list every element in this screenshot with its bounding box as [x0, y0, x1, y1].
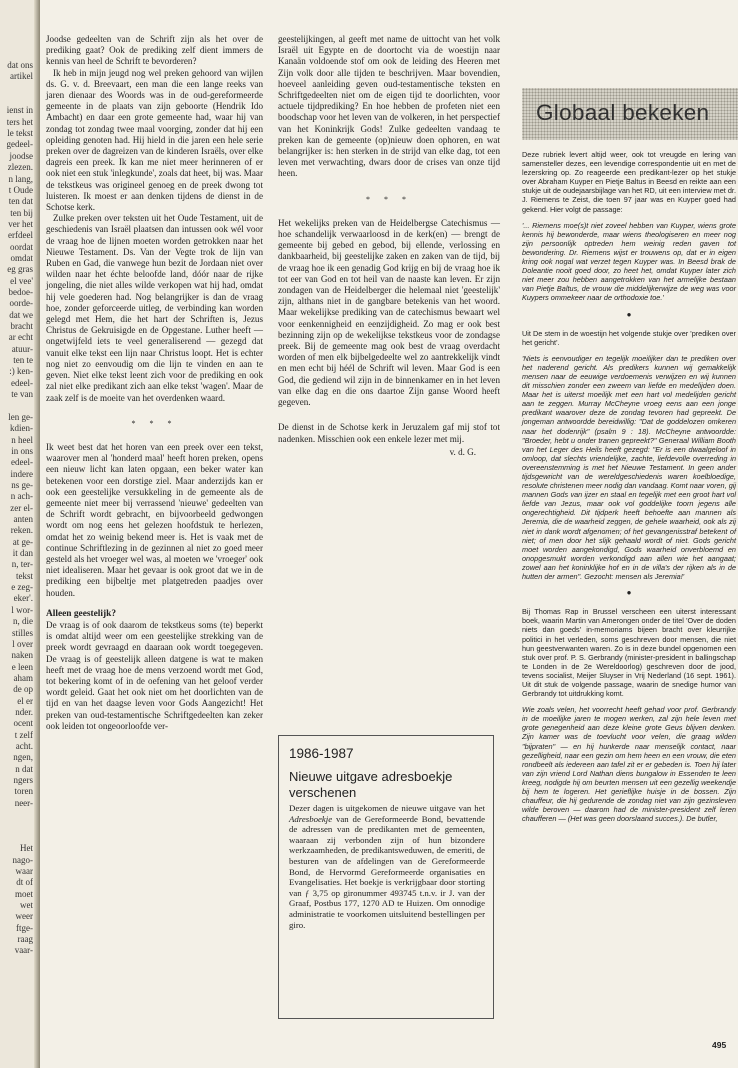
adjacent-text-fragment: anten [13, 514, 33, 524]
adjacent-text-fragment: e zeg- [11, 582, 33, 593]
adjacent-text-fragment: le tekst [7, 128, 33, 139]
adjacent-text-fragment: n lang, [8, 173, 33, 184]
adjacent-text-fragment: ngen, [13, 752, 33, 763]
author-signature: v. d. G. [449, 446, 476, 457]
adjacent-text-fragment: ocent [13, 718, 33, 729]
page-number: 495 [712, 1040, 727, 1050]
notice-title: Nieuwe uitgave adresboekje verschenen [289, 769, 453, 800]
section-separator: * * * [366, 194, 412, 204]
rubric-header [522, 88, 738, 140]
adjacent-text-fragment: l over [12, 638, 33, 649]
paragraph: Ik weet best dat het horen van een preek over een tekst, waarover men al 'honderd maal' heeft horen preken, opens een nieuw licht kan laten opgaan, een beker water kan betekenen voor een dorstige ziel. Maar anderzijds kan er ook een geestelijke versukkeling in de gemeente als de gemeente niet meer bij verrassend 'nieuwe' gedeelten van de Schrift wordt gebracht, en bijvoorbeeld gedwongen wordt om nog eens het gelezen hoofdstuk te herlezen, omdat het zo weinig bekend meer is. Het is vaak met de continue Schriftlezing in de gezinnen al niet zo goed meer gesteld als het vroeger wel was, al moeten we 'vroeger' ook niet idealiseren. Maar het gevaar is ook groot dat we in de prediking een bijbeltje met platgetreden paadjes over houden. [46, 441, 263, 598]
adjacent-text-fragment: ngers [13, 775, 33, 786]
adjacent-text-fragment: t zelf [14, 729, 33, 740]
adjacent-text-fragment: kdien- [10, 423, 33, 434]
adjacent-text-fragment: moet [15, 888, 33, 899]
adjacent-text-fragment: dt of [16, 877, 33, 888]
paragraph: De dienst in de Schotse kerk in Jeruzalem gaf mij stof tot nadenken. Misschien ook een enkele lezer met mij. [278, 422, 500, 444]
adjacent-text-fragment: nago- [12, 854, 33, 865]
paragraph: geestelijkingen, al geeft met name de uittocht van het volk Israël uit Egypte en de doortocht via de woestijn naar Kanaän voldoende stof om ook de leiding des Heeren met Zijn volk door alle tijden te beschrijven. Maar bovendien, hoeveel aanleiding geven oud-testamentische teksten en Schriftgedeelten niet om de eigen tijd te doorlichten, voor actuele tijdprediking? En hoe hebben de profeten niet een boodschap voor het leven van de volkeren, in het perspectief van het Koninkrijk Gods! Zulke gedeelten vandaag te preken kan de gemeente (op)nieuw doen ophoren, en wat belangrijker is: hen sterken in de strijd van elke dag, tot een leven met verwachting, dwars door de crises van onze tijd heen. [278, 34, 500, 179]
column-1 [46, 34, 263, 732]
adjacent-text-fragment: vaar- [14, 945, 33, 956]
adjacent-text-fragment: in ons [11, 445, 33, 456]
column-2 [278, 34, 500, 458]
adjacent-text-fragment: oorde- [9, 298, 33, 309]
adjacent-text-fragment: :) ken- [9, 366, 33, 377]
adjacent-text-fragment: stilles [11, 627, 33, 638]
adjacent-text-fragment: raag [17, 933, 33, 944]
bullet-separator: ● [626, 309, 632, 319]
adjacent-text-fragment: it dan [12, 548, 33, 559]
adjacent-text-fragment: neer- [14, 797, 33, 808]
adjacent-text-fragment: ftge- [16, 922, 33, 933]
adjacent-text-fragment: ten te [13, 355, 33, 366]
paragraph: De vraag is of ook daarom de tekstkeus soms (te) beperkt is omdat altijd weer om een geestelijke strekking van de preek wordt gevraagd en daaraan ook wordt toegegeven. De vraag is of geestelijk alleen datgene is wat te maken heeft met de vraag hoe de mens verzoend wordt met God, tot bekering komt of in de oefening van het geloof verder wordt geleid. Gaat het ook niet om het doorlichten van de tijd en van het daagse leven voor Gods Aangezicht! Het preken van oud-testamentische Schriftgedeelten kan zeker ook leiden tot ongeoorloofde ver- [46, 619, 263, 731]
adjacent-text-fragment: toren [14, 786, 33, 797]
adjacent-text-fragment: nder. [15, 706, 33, 717]
paragraph: Deze rubriek levert altijd weer, ook tot vreugde en lering van samensteller dezes, een levendige correspondentie uit en met de lezerskring op. Zo reageerde een predikant-lezer op het stukje over Abraham Kuyper en Pietje Baltus in Beesd en reikte aan een stukje uit de oudejaarsbijlage van het RD, uit een interview met dr. J. Riemens te Zeist, die toen 97 jaar was en Kuyper goed had gekend. Hier volgt de passage: [522, 150, 736, 214]
adjacent-text-fragment: te van [11, 389, 33, 400]
adjacent-text-fragment: l wor- [11, 604, 33, 615]
subheading: Alleen geestelijk? [46, 608, 117, 619]
adjacent-text-fragment: aham [13, 672, 33, 683]
adjacent-text-fragment: ienst in [6, 105, 33, 116]
adjacent-text-fragment: ten dat [8, 196, 33, 207]
adjacent-text-fragment: weer [15, 911, 33, 922]
adjacent-text-fragment: zer el- [10, 502, 33, 513]
adjacent-text-fragment: waar [15, 865, 33, 876]
adjacent-text-fragment: Het [20, 843, 33, 854]
quote: Wie zoals velen, het voorrecht heeft gehad voor prof. Gerbrandy in de moeilijke jaren te mogen werken, zal zijn hele leven met grote genegenheid aan deze kleine grote Geus blijven denken. Zijn kamer was de toevlucht voor velen, die graag wilden "bijpraten" — en hij hunkerde naar menselijk contact, naar gezelligheid, naar een gezin om hem heen en een vrouw, die eten rondbeelt als iedereen aan tafel zit er er gebeden is. Toen hij later van zijn vriend Lord Nathan diens bungalow in Essenden te leen kreeg, nodigde hij om beurten mensen uit een gezellig weekendje bij hem te logeren. Het gerieflijke huisje in de bossen. Zijn chauffeur, die hij gedurende de zondag niet van zijn gezinsleven wilde beroven — daarom had de minister-president zelf leren chaufferen — (Het was geen doorslaand succes.). De butler, [522, 705, 736, 824]
adjacent-text-fragment: e leen [11, 661, 33, 672]
bullet-separator: ● [626, 588, 632, 598]
adjacent-text-fragment: el er [17, 695, 33, 706]
adjacent-text-fragment: ver het [8, 218, 33, 229]
adjacent-text-fragment: at ge- [12, 536, 33, 547]
adjacent-text-fragment: t Oude [8, 184, 33, 195]
adjacent-text-fragment: zlezen. [7, 162, 33, 173]
quote: '... Riemens moe(s)t niet zoveel hebben van Kuyper, wiens grote kennis hij bewonderde, maar wiens theologiseren en meer nog zijn persoonlijk optreden hem weinig reden gaven tot bewondering. Dr. Riemens wijst er trouwens op, dat er in eigen kring ook nogal wat verzet tegen Kuyper was. In Beesd brak de Doleantie nooit goed door, zo heet het, omdat Kuyper later zich niet meer zou hebben aangetrokken van het armelijke bestaan van Pietje Baltus, de vrouw die middelijkerwijze de weg was voor Kuypers ommekeer naar de orthodoxie toe.' [522, 220, 736, 303]
adjacent-text-fragment: joodse [9, 150, 33, 161]
paragraph: Bij Thomas Rap in Brussel verscheen een uiterst interessant boek, waarin Martin van Amerongen onder de titel 'Over de doden niets dan goeds' in-memoriams bijeen bracht over kleurrijke politici in het verleden, soms geschreven door mensen, die niet hun geestverwanten waren. Zo is in deze bundel opgenomen een stuk over prof. P. S. Gerbrandy (minister-president in ballingschap te Londen in de 2e Wereldoorlog) geschreven door de jood, tevens socialist, Meijer Sluyser in Vrij Nederland (16 sept. 1961). Uit dit stuk de volgende passage, waarin de snedige humor van Gerbrandy tot uitdrukking komt. [522, 607, 736, 699]
notice-box [278, 735, 494, 1019]
adjacent-text-fragment: n ach- [10, 491, 33, 502]
adjacent-text-fragment: wet [20, 899, 33, 910]
adjacent-text-fragment: atuur- [11, 343, 33, 354]
adjacent-text-fragment: tekst [16, 570, 33, 581]
adjacent-text-fragment: gedeel- [6, 139, 33, 150]
adjacent-text-fragment: reken. [10, 525, 33, 536]
adjacent-text-fragment: acht. [15, 741, 33, 751]
adjacent-text-fragment: eg gras [7, 264, 33, 275]
paragraph: Ik heb in mijn jeugd nog wel preken gehoord van wijlen ds. G. v. d. Breevaart, een man die een lange reeks van jaren dienaar des Woords was in de oud-gereformeerde gemeente in de plaats van zijn geboorte (Hendrik Ido Ambacht) en daar een grote gemeente had, waar hij van zondag tot zondag twee maal voorging, zonder dat hij een opleiding genoten had. Hij hield in die jaren een hele serie preken over de dagreizen van de kinderen Israëls, over elke dagreis een preek. Ik kan me niet meer herinneren of er ook niet een stuk 'inlegkunde', zoals dat heet, bij was. Maar de tekstkeus was origineel genoeg en de preek dwong tot luisteren. Ik moest er aan denken tijdens de dienst in de Schotse kerk. [46, 67, 263, 213]
paragraph: Uit De stem in de woestijn het volgende stukje over 'prediken over het gericht'. [522, 328, 736, 347]
adjacent-text-fragment: omdat [10, 252, 33, 263]
adjacent-text-fragment: ns ge- [11, 479, 33, 490]
adjacent-text-fragment: ten bij [10, 207, 33, 218]
adjacent-text-fragment: n, die [13, 616, 33, 627]
column-3 [522, 150, 736, 830]
adjacent-text-fragment: n, ter- [11, 559, 33, 570]
adjacent-text-fragment: edeel- [11, 377, 33, 388]
paragraph: Joodse gedeelten van de Schrift zijn als het over de prediking gaat? Ook de prediking zelf dient immers de kennis van heel de Schrift te bevorderen? [46, 34, 263, 67]
magazine-page [40, 0, 738, 1068]
section-separator: * * * [131, 418, 178, 428]
adjacent-text-fragment: de op [13, 684, 33, 695]
adjacent-text-fragment: el vee' [10, 275, 33, 286]
adjacent-text-fragment: len ge- [8, 411, 33, 422]
paragraph: Het wekelijks preken van de Heidelbergse Catechismus — hoe schandelijk verwaarloosd in de kerk(en) — brengt de gemeente bij gebed en gebod, bij ellende, verlossing en dankbaarheid, bij geestelijke zaken en zaken van de tijd, bij de vraag hoe ik een genadig God krijg en bij de vraag hoe ik tot eer van God en tot heil van de naaste kan leven. Er zijn zondagen van de Heidelberger die helemaal niet 'geestelijk' zijn, althans niet in de gangbare betekenis van het woord. Maar wekelijkse prediking van de catechismus bewaart wel voor eenkennigheid en eenzijdigheid. Zo mag er ook best bezinning zijn op de wekelijkse tekstkeus voor de zondagse preek. Bij de gemeente mag ook best de vraag overdacht worden of men elk bijbelgedeelte wel zo aantrekkelijk vindt en men echt bij héél de Schrift wil leven. Maar God is een God, die gediend wil zijn in de binnenkamer en in het leven van elke dag en die ons daartoe Zijn ganse Woord heeft gegeven. [278, 217, 500, 408]
adjacent-text-fragment: n dat [15, 763, 33, 774]
adjacent-page-strip [0, 0, 40, 1068]
adjacent-text-fragment: dat ons [7, 60, 33, 70]
adjacent-text-fragment: naken [11, 650, 33, 661]
quote: 'Niets is eenvoudiger en tegelijk moeilijker dan te prediken over het naderend gericht. Als predikers kunnen wij gemakkelijk mensen naar de eeuwige verdoemenis verwijzen en wij kunnen dit misschien zonder een zweem van liefde en medelijden doen. Maar het is uiterst moeilijk met een hart vol medelijden gericht aan te zeggen. Murray McCheyne vroeg eens aan een jonge predikant waarover deze de zondag tevoren had gepreekt. De jongeman antwoordde bereidwillig: "Dat de goddelozen omkeren naar het dodenrijk" (psalm 9 : 18). McCheyne antwoordde: "Broeder, hebt u onder tranen gepreekt?" Generaal William Booth van het Leger des Heils heeft gezegd: "Er is een dwaalgeloof in omloop, dat slechts vriendelijke, zachte, liefdevolle overreding in overeenstemming is met het Nieuwe Testament. In geen ander tijdsgewricht van de wereldgeschiedenis waren koelbloedige, resolute christenen meer nodig dan vandaag. Komt naar voren, gij mannen Gods van ijzer en staal en tegelijk met een groot hart vol liefde van Jezus, maar ook vol goddelijke toorn jegens alle ongerechtigheid. Dit tijdperk heeft behoefte aan mannen als Jeremia, die de waarheid zeggen, de gehele waarheid, ook als zij niet in dank wordt afgenomen; of het gevangenisstraf betekent of niet; of men door het slijk gehaald wordt of niet. Gods gericht moet worden aangekondigd, Gods waarheid onverbloemd en onopgesmukt worden verkondigd aan allen wie het aangaat; zowel aan het koninklijke hof en in de villa's der rijken als in de hutten der armen". Gezocht: mensen als Jeremia!' [522, 353, 736, 582]
adjacent-text-fragment: n heel [11, 434, 33, 445]
adjacent-text-fragment: oordat [10, 241, 33, 252]
adjacent-text-fragment: dat we [9, 309, 33, 320]
adjacent-text-fragment: ters het [6, 116, 33, 127]
adjacent-text-fragment: bedoe- [8, 287, 33, 297]
adjacent-text-fragment: edeel- [11, 457, 33, 468]
adjacent-text-fragment: ar echt [8, 332, 33, 343]
adjacent-text-fragment: bracht [10, 321, 33, 332]
notice-year: 1986-1987 [289, 746, 354, 761]
adjacent-text-fragment: artikel [10, 71, 33, 82]
rubric-title: Globaal bekeken [536, 100, 710, 125]
adjacent-text-fragment: indere [10, 468, 33, 479]
paragraph: Zulke preken over teksten uit het Oude Testament, uit de geschiedenis van Israël plaatsen dan intussen ook wél voor de vraag hoe de lijnen moeten worden getrokken naar het Nieuwe Testament. Ds. Van der Vegte trok de lijn van Ruben en Gad, die vanwege hun bezit de Jordaan niet over wilden naar het échte beloofde land, dóór naar de rijke jongeling, die niet alles wilde verkopen wat hij had, omdat hij vele goederen had. Nog belangrijker is dan de vraag hoe, zonder geforceerde uitleg, de verbinding kan worden gelegd met Hem, die het hart der Schriften is, Jezus Christus de Gekruisigde en de Opgestane. Luther heeft — ongetwijfeld iets te veel generaliserend — gezegd dat vanuit elke tekst een lijn naar Christus loopt. Het is echter nog niet zo eenvoudig om die lijn te vinden en aan te geven. Niet elke tekst leent zich voor de prediking en ook zal niet elke predikant zich aan elke tekst 'wagen'. Maar de zaak zelf is de moeite van het overdenken waard. [46, 213, 263, 403]
notice-text: Dezer dagen is uitgekomen de nieuwe uitgave van het Adresboekje van de Gereformeerde Bond, bevattende de adressen van de predikanten met de gemeenten, waaraan zij verbonden zijn of hun bizondere werkzaamheden, de predikantsweduwen, de emeriti, de besturen van de afdelingen van de Gereformeerde Bond, de Hervormd Gereformeerde organisaties en Evangelisaties. Het boekje is verkrijgbaar door storting van ƒ 3,75 op gironummer 493745 t.n.v. ir J. van der Graaf, Postbus 177, 1270 AD te Huizen. Om onnodige administratie te voorkomen uitsluitend bestellingen per giro. [289, 803, 485, 930]
adjacent-text-fragment: eker'. [13, 593, 33, 604]
adjacent-text-fragment: erfdeel [8, 230, 33, 241]
